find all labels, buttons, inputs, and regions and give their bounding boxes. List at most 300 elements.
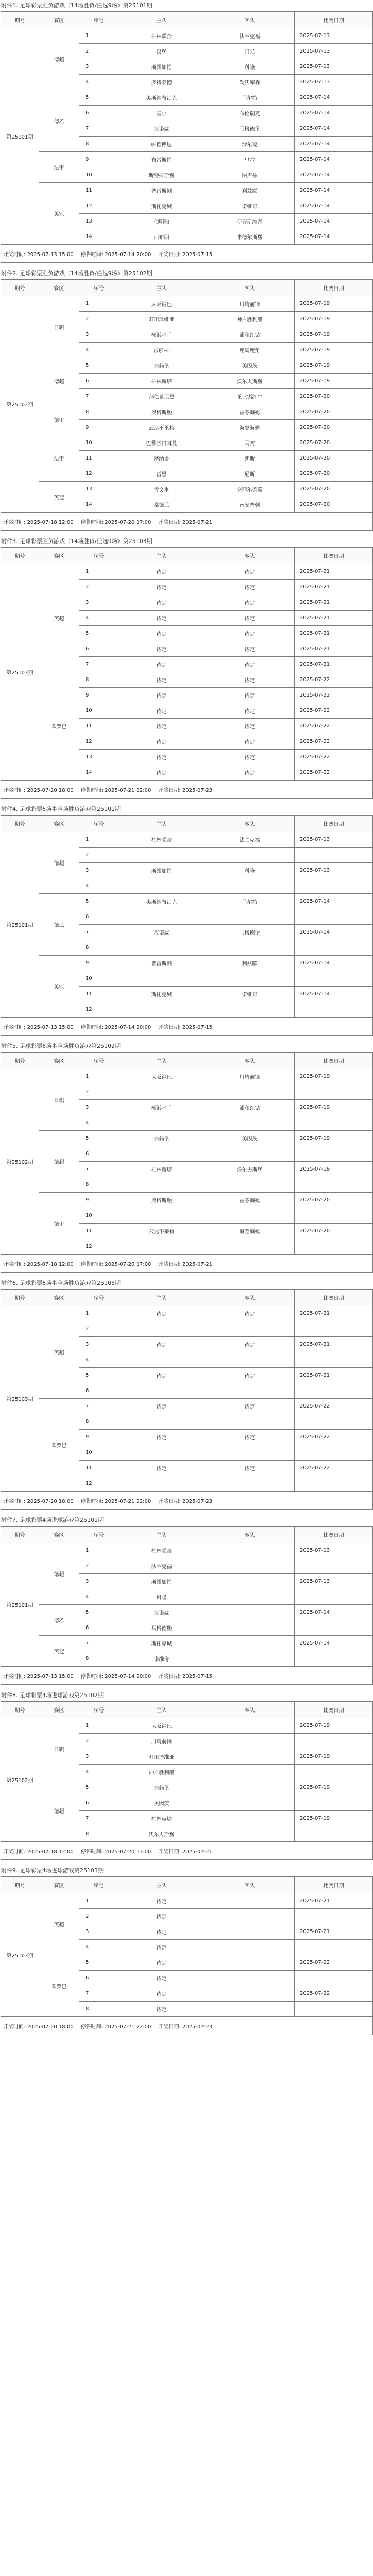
match-date-cell: 2025-07-20: [295, 435, 373, 451]
seq-cell: 12: [79, 1239, 118, 1255]
home-team-cell: 待定: [118, 1986, 205, 2002]
match-date-cell: [295, 1002, 373, 1018]
match-date-cell: 2025-07-20: [295, 482, 373, 497]
match-date-cell: [295, 1795, 373, 1811]
away-team-cell: 沃尔夫斯堡: [205, 374, 295, 389]
table-row: [1, 358, 373, 374]
match-date-cell: 2025-07-22: [295, 1955, 373, 1971]
match-date-cell: 2025-07-21: [295, 1337, 373, 1352]
start-time-value: 2025-07-13 15:00: [27, 251, 74, 258]
issue-cell: 第25101期: [1, 1543, 39, 1667]
column-header: 客队: [205, 1290, 295, 1306]
match-date-cell: 2025-07-22: [295, 765, 373, 781]
column-header: 序号: [79, 1290, 118, 1306]
table-row: [1, 435, 373, 451]
match-date-cell: [295, 1239, 373, 1255]
seq-cell: 8: [79, 2002, 118, 2017]
home-team-cell: 汉诺威: [118, 121, 205, 137]
away-team-cell: 待定: [205, 765, 295, 781]
seq-cell: 1: [79, 296, 118, 312]
match-date-cell: 2025-07-14: [295, 229, 373, 245]
away-team-cell: 待定: [205, 564, 295, 580]
home-team-cell: 待定: [118, 750, 205, 765]
away-team-cell: [205, 1383, 295, 1399]
stop-time: [81, 1847, 151, 1855]
column-header: 序号: [79, 816, 118, 832]
seq-cell: 3: [79, 1337, 118, 1352]
stop-time-value: 2025-07-21 22:00: [105, 1498, 151, 1504]
table-row: [1, 1955, 373, 1971]
home-team-cell: 帕德博恩: [118, 137, 205, 152]
away-team-cell: [205, 1924, 295, 1940]
away-team-cell: 霍芬海姆: [205, 1193, 295, 1208]
draw-date: [158, 1847, 212, 1855]
column-header: 比赛日期: [295, 1527, 373, 1543]
match-date-cell: [295, 1414, 373, 1430]
draw-date-value: 2025-07-23: [182, 2024, 213, 2030]
start-time-label: 开奖时间:: [3, 519, 26, 526]
seq-cell: 3: [79, 59, 118, 75]
home-team-cell: 斯图加特: [118, 59, 205, 75]
home-team-cell: 待定: [118, 1924, 205, 1940]
column-header: 主队: [118, 1527, 205, 1543]
seq-cell: 5: [79, 626, 118, 641]
away-team-cell: [205, 1115, 295, 1131]
draw-date-value: 2025-07-21: [182, 519, 213, 526]
away-team-cell: 待定: [205, 657, 295, 672]
column-header: 比赛日期: [295, 1053, 373, 1069]
table-row: [1, 1718, 373, 1734]
match-date-cell: 2025-07-14: [295, 137, 373, 152]
stop-time-label: 停售时间:: [80, 1498, 104, 1504]
home-team-cell: 汉诺威: [118, 1605, 205, 1620]
seq-cell: 1: [79, 1543, 118, 1558]
column-header: 客队: [205, 280, 295, 296]
seq-cell: 4: [79, 1589, 118, 1605]
match-date-cell: 2025-07-21: [295, 1368, 373, 1383]
match-date-cell: [295, 940, 373, 956]
away-team-cell: [205, 1893, 295, 1909]
match-date-cell: 2025-07-22: [295, 703, 373, 719]
footer-cell: [1, 1018, 373, 1036]
match-date-cell: 2025-07-22: [295, 1399, 373, 1414]
seq-cell: 10: [79, 1208, 118, 1224]
match-date-cell: 2025-07-19: [295, 343, 373, 358]
seq-cell: 6: [79, 374, 118, 389]
home-team-cell: 科隆: [118, 1589, 205, 1605]
home-team-cell: 普雷斯顿: [118, 956, 205, 971]
seq-cell: 2: [79, 1734, 118, 1749]
home-team-cell: 多特蒙德: [118, 75, 205, 90]
table-row: [1, 564, 373, 580]
away-team-cell: [205, 1940, 295, 1955]
schedule-section: [0, 804, 373, 1036]
seq-cell: 5: [79, 90, 118, 106]
seq-cell: 4: [79, 878, 118, 894]
column-header: 比赛日期: [295, 1290, 373, 1306]
table-row: [1, 482, 373, 497]
match-date-cell: 2025-07-20: [295, 1193, 373, 1208]
home-team-cell: [118, 878, 205, 894]
match-date-cell: 2025-07-22: [295, 1986, 373, 2002]
away-team-cell: [205, 971, 295, 987]
seq-cell: 3: [79, 1749, 118, 1765]
column-header: 主队: [118, 12, 205, 28]
seq-cell: 12: [79, 198, 118, 214]
schedule-table: [1, 11, 373, 263]
match-date-cell: 2025-07-22: [295, 750, 373, 765]
issue-cell: 第25103期: [1, 1306, 39, 1492]
match-date-cell: [295, 1734, 373, 1749]
footer-row: [1, 1842, 373, 1860]
start-time-value: 2025-07-13 15:00: [27, 1673, 74, 1680]
away-team-cell: 谢菲尔德联: [205, 482, 295, 497]
match-date-cell: 2025-07-14: [295, 1605, 373, 1620]
column-header: 主队: [118, 1702, 205, 1718]
home-team-cell: [118, 1002, 205, 1018]
table-row: [1, 672, 373, 688]
home-team-cell: 考文垂: [118, 482, 205, 497]
match-date-cell: 2025-07-19: [295, 1100, 373, 1115]
away-team-cell: 菲尔特: [205, 894, 295, 909]
away-team-cell: 待定: [205, 611, 295, 626]
match-date-cell: 2025-07-19: [295, 1749, 373, 1765]
match-date-cell: 2025-07-19: [295, 358, 373, 374]
away-team-cell: [205, 1084, 295, 1100]
column-header: 期号: [1, 12, 39, 28]
home-team-cell: 大阪钢巴: [118, 1069, 205, 1084]
stop-time-value: 2025-07-21 22:00: [105, 787, 151, 793]
match-date-cell: 2025-07-20: [295, 389, 373, 404]
match-date-cell: 2025-07-21: [295, 1924, 373, 1940]
home-team-cell: 弗赖堡: [118, 1131, 205, 1146]
stop-time-label: 停售时间:: [80, 519, 104, 526]
seq-cell: 5: [79, 1131, 118, 1146]
away-team-cell: [205, 1543, 295, 1558]
draw-date-value: 2025-07-21: [182, 1261, 213, 1267]
home-team-cell: 云达不莱梅: [118, 420, 205, 435]
home-team-cell: [118, 1352, 205, 1368]
seq-cell: 10: [79, 167, 118, 183]
home-team-cell: [118, 848, 205, 863]
start-time: [3, 1260, 74, 1267]
away-team-cell: 海登海姆: [205, 420, 295, 435]
start-time-label: 开奖时间:: [3, 787, 26, 793]
start-time: [3, 2022, 74, 2030]
region-cell: 英冠: [39, 956, 79, 1018]
table-row: [1, 28, 373, 44]
away-team-cell: [205, 1574, 295, 1589]
column-header: 赛区: [39, 280, 79, 296]
column-header: 期号: [1, 1527, 39, 1543]
seq-cell: 7: [79, 1399, 118, 1414]
match-date-cell: 2025-07-22: [295, 688, 373, 703]
table-row: [1, 1399, 373, 1414]
footer-cell: [1, 1255, 373, 1273]
seq-cell: 3: [79, 1924, 118, 1940]
away-team-cell: [205, 1620, 295, 1636]
match-date-cell: 2025-07-21: [295, 641, 373, 657]
home-team-cell: 柏林赫塔: [118, 374, 205, 389]
away-team-cell: [205, 1971, 295, 1986]
seq-cell: 8: [79, 1414, 118, 1430]
away-team-cell: 川崎前锋: [205, 1069, 295, 1084]
seq-cell: 14: [79, 497, 118, 513]
header-row: [1, 816, 373, 832]
home-team-cell: 待定: [118, 1399, 205, 1414]
home-team-cell: 待定: [118, 719, 205, 734]
column-header: 客队: [205, 1877, 295, 1893]
start-time: [3, 1847, 74, 1855]
match-date-cell: 2025-07-14: [295, 1636, 373, 1651]
table-row: [1, 404, 373, 420]
stop-time: [81, 1497, 151, 1504]
away-team-cell: [205, 1208, 295, 1224]
start-time: [3, 1023, 74, 1030]
column-header: 序号: [79, 12, 118, 28]
draw-date-value: 2025-07-15: [182, 1673, 213, 1680]
footer-cell: [1, 1842, 373, 1860]
seq-cell: 14: [79, 765, 118, 781]
section-title: 附件4. 足球彩票6场半全场胜负游戏第25101期: [1, 806, 121, 812]
region-cell: 欧罗巴: [39, 1399, 79, 1492]
away-team-cell: 科隆: [205, 59, 295, 75]
home-team-cell: 待定: [118, 626, 205, 641]
column-header: 赛区: [39, 1290, 79, 1306]
schedule-table: [1, 547, 373, 799]
away-team-cell: 待定: [205, 641, 295, 657]
region-cell: 英超: [39, 1306, 79, 1399]
home-team-cell: 斯托克城: [118, 1636, 205, 1651]
seq-cell: 6: [79, 1146, 118, 1162]
seq-cell: 1: [79, 1718, 118, 1734]
stop-time-label: 停售时间:: [80, 1673, 104, 1680]
table-row: [1, 152, 373, 167]
match-date-cell: [295, 1651, 373, 1667]
footer-cell: [1, 1492, 373, 1510]
start-time-label: 开奖时间:: [3, 1024, 26, 1030]
stop-time-value: 2025-07-14 20:00: [105, 251, 151, 258]
start-time-value: 2025-07-18 12:00: [27, 1849, 74, 1855]
region-cell: 英冠: [39, 183, 79, 245]
away-team-cell: [205, 1002, 295, 1018]
away-team-cell: [205, 1765, 295, 1780]
draw-date-value: 2025-07-15: [182, 251, 213, 258]
match-date-cell: 2025-07-14: [295, 121, 373, 137]
seq-cell: 2: [79, 848, 118, 863]
home-team-cell: 基尔: [118, 106, 205, 121]
home-team-cell: 待定: [118, 1940, 205, 1955]
match-date-cell: 2025-07-19: [295, 1718, 373, 1734]
seq-cell: 13: [79, 482, 118, 497]
column-header: 期号: [1, 1053, 39, 1069]
seq-cell: 10: [79, 971, 118, 987]
seq-cell: 5: [79, 1955, 118, 1971]
stop-time: [81, 786, 151, 793]
seq-cell: 13: [79, 750, 118, 765]
stop-time-label: 停售时间:: [80, 251, 104, 258]
schedule-table: [1, 815, 373, 1036]
match-date-cell: 2025-07-13: [295, 1543, 373, 1558]
seq-cell: 3: [79, 595, 118, 611]
start-time-value: 2025-07-18 12:00: [27, 519, 74, 526]
home-team-cell: 待定: [118, 564, 205, 580]
seq-cell: 1: [79, 1306, 118, 1321]
away-team-cell: 待定: [205, 1399, 295, 1414]
home-team-cell: 普雷斯顿: [118, 183, 205, 198]
table-row: [1, 90, 373, 106]
seq-cell: 2: [79, 1084, 118, 1100]
home-team-cell: 美因茨: [118, 1795, 205, 1811]
away-team-cell: [205, 1909, 295, 1924]
start-time: [3, 250, 74, 258]
away-team-cell: [205, 1177, 295, 1193]
seq-cell: 7: [79, 121, 118, 137]
match-date-cell: [295, 971, 373, 987]
section-title: 附件6. 足球彩票6场半全场胜负游戏第25103期: [1, 1280, 121, 1286]
stop-time-value: 2025-07-20 17:00: [105, 1849, 151, 1855]
match-date-cell: [295, 1909, 373, 1924]
stop-time: [81, 1023, 151, 1030]
home-team-cell: 云达不莱梅: [118, 1224, 205, 1239]
seq-cell: 6: [79, 1795, 118, 1811]
match-date-cell: 2025-07-20: [295, 404, 373, 420]
start-time-value: 2025-07-20 18:00: [27, 2024, 74, 2030]
match-date-cell: 2025-07-21: [295, 611, 373, 626]
match-date-cell: 2025-07-20: [295, 497, 373, 513]
column-header: 期号: [1, 1290, 39, 1306]
region-cell: 英超: [39, 564, 79, 672]
match-date-cell: 2025-07-13: [295, 59, 373, 75]
stop-time-value: 2025-07-20 17:00: [105, 1261, 151, 1267]
seq-cell: 2: [79, 1321, 118, 1337]
match-date-cell: [295, 1146, 373, 1162]
footer-row: [1, 245, 373, 263]
header-row: [1, 12, 373, 28]
section-title: 附件7. 足球彩票4场进球游戏第25101期: [1, 1517, 104, 1523]
seq-cell: 9: [79, 152, 118, 167]
match-date-cell: [295, 1321, 373, 1337]
start-time-label: 开奖时间:: [3, 251, 26, 258]
table-row: [1, 894, 373, 909]
home-team-cell: [118, 1239, 205, 1255]
seq-cell: 9: [79, 1193, 118, 1208]
column-header: 序号: [79, 1053, 118, 1069]
stop-time-label: 停售时间:: [80, 2024, 104, 2030]
match-date-cell: 2025-07-13: [295, 28, 373, 44]
column-header: 主队: [118, 548, 205, 564]
seq-cell: 8: [79, 1177, 118, 1193]
table-row: [1, 1193, 373, 1208]
match-date-cell: 2025-07-21: [295, 657, 373, 672]
home-team-cell: [118, 971, 205, 987]
match-date-cell: 2025-07-13: [295, 44, 373, 59]
away-team-cell: 利兹联: [205, 183, 295, 198]
away-team-cell: 勒沃库森: [205, 75, 295, 90]
away-team-cell: 诺维奇: [205, 987, 295, 1002]
column-header: 主队: [118, 1290, 205, 1306]
table-row: [1, 183, 373, 198]
home-team-cell: 西布朗: [118, 229, 205, 245]
match-date-cell: 2025-07-19: [295, 1811, 373, 1826]
home-team-cell: 神户胜利船: [118, 1765, 205, 1780]
seq-cell: 7: [79, 1162, 118, 1177]
schedule-table: [1, 1701, 373, 1860]
away-team-cell: 伊普斯维奇: [205, 214, 295, 229]
away-team-cell: [205, 1352, 295, 1368]
column-header: 序号: [79, 1702, 118, 1718]
away-team-cell: [205, 1146, 295, 1162]
seq-cell: 12: [79, 466, 118, 482]
seq-cell: 11: [79, 183, 118, 198]
stop-time: [81, 1260, 151, 1267]
column-header: 序号: [79, 1527, 118, 1543]
seq-cell: 8: [79, 404, 118, 420]
column-header: 比赛日期: [295, 1702, 373, 1718]
home-team-cell: 摩纳哥: [118, 451, 205, 466]
match-date-cell: 2025-07-14: [295, 987, 373, 1002]
section-title: 附件9. 足球彩票4场进球游戏第25103期: [1, 1867, 104, 1874]
seq-cell: 7: [79, 925, 118, 940]
seq-cell: 5: [79, 1780, 118, 1795]
seq-cell: 8: [79, 1826, 118, 1842]
away-team-cell: [205, 1780, 295, 1795]
home-team-cell: 待定: [118, 734, 205, 750]
away-team-cell: [205, 848, 295, 863]
footer-row: [1, 1018, 373, 1036]
footer-cell: [1, 781, 373, 799]
section-title: 附件1. 足球彩票胜负游戏（14场胜负/任选9场）第25101期: [1, 2, 152, 9]
home-team-cell: 待定: [118, 1337, 205, 1352]
start-time: [3, 1497, 74, 1504]
header-row: [1, 1702, 373, 1718]
home-team-cell: 弗赖堡: [118, 1780, 205, 1795]
home-team-cell: [118, 1084, 205, 1100]
home-team-cell: 待定: [118, 688, 205, 703]
away-team-cell: 待定: [205, 734, 295, 750]
start-time: [3, 1672, 74, 1680]
match-date-cell: 2025-07-21: [295, 626, 373, 641]
stop-time: [81, 2022, 151, 2030]
seq-cell: 4: [79, 1352, 118, 1368]
table-row: [1, 1069, 373, 1084]
home-team-cell: 布雷斯特: [118, 152, 205, 167]
schedule-section: [0, 536, 373, 799]
column-header: 比赛日期: [295, 280, 373, 296]
home-team-cell: 待定: [118, 611, 205, 626]
match-date-cell: 2025-07-19: [295, 312, 373, 327]
match-date-cell: 2025-07-20: [295, 451, 373, 466]
away-team-cell: 马赛: [205, 435, 295, 451]
draw-date-label: 开奖日期:: [158, 1498, 181, 1504]
start-time-label: 开奖时间:: [3, 1673, 26, 1680]
match-date-cell: [295, 1208, 373, 1224]
seq-cell: 1: [79, 564, 118, 580]
match-date-cell: 2025-07-20: [295, 420, 373, 435]
home-team-cell: 沃尔夫斯堡: [118, 1826, 205, 1842]
match-date-cell: 2025-07-22: [295, 734, 373, 750]
away-team-cell: 布伦瑞克: [205, 106, 295, 121]
stop-time: [81, 250, 151, 258]
draw-date-label: 开奖日期:: [158, 787, 181, 793]
table-row: [1, 1306, 373, 1321]
column-header: 比赛日期: [295, 548, 373, 564]
home-team-cell: 拜仁慕尼黑: [118, 389, 205, 404]
seq-cell: 1: [79, 1069, 118, 1084]
start-time-label: 开奖时间:: [3, 2024, 26, 2030]
seq-cell: 3: [79, 1574, 118, 1589]
match-date-cell: 2025-07-14: [295, 894, 373, 909]
